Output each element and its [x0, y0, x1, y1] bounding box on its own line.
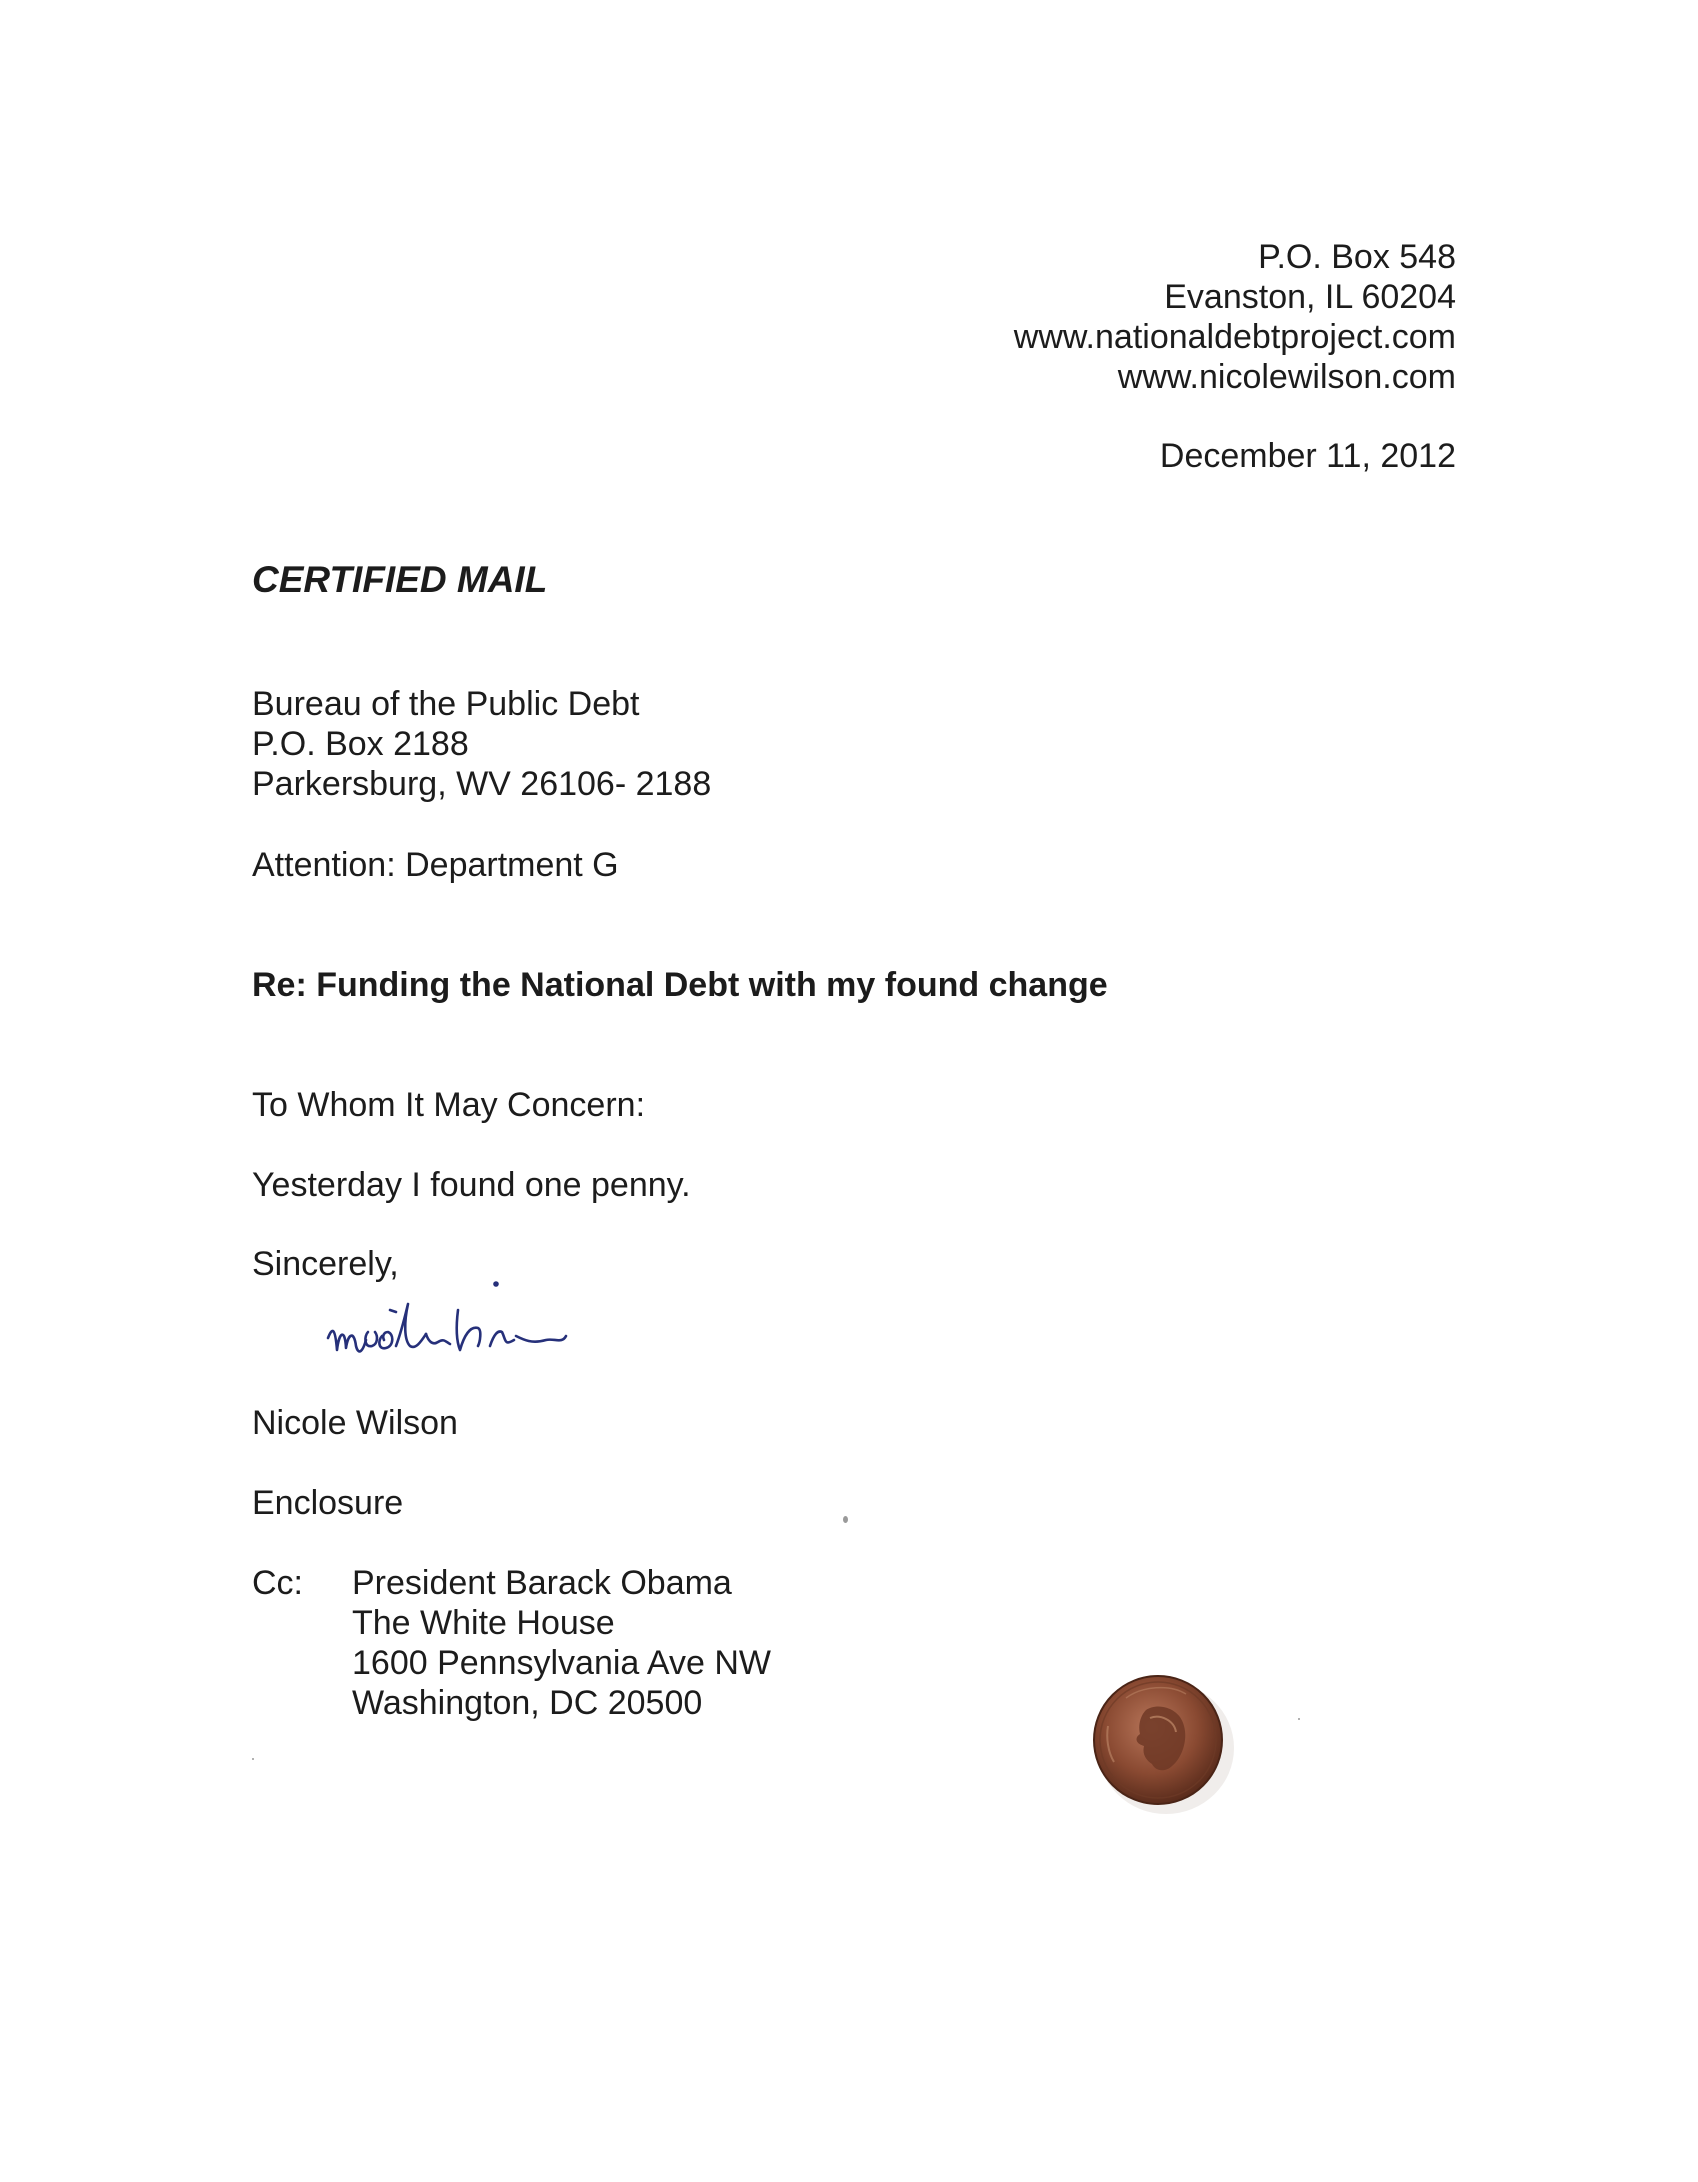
certified-mail-heading: CERTIFIED MAIL [252, 559, 548, 600]
cc-line: The White House [352, 1604, 615, 1642]
letter-body: Yesterday I found one penny. [252, 1166, 691, 1204]
cc-line: Washington, DC 20500 [352, 1684, 703, 1722]
return-address-line: Evanston, IL 60204 [1164, 278, 1456, 316]
recipient-address [252, 684, 711, 804]
cc-address [352, 1563, 771, 1723]
closing: Sincerely, [252, 1245, 399, 1283]
cc-label: Cc: [252, 1564, 303, 1602]
recipient-line: Parkersburg, WV 26106- 2188 [252, 765, 712, 803]
return-address [1014, 237, 1456, 397]
subject-line: Re: Funding the National Debt with my found change [252, 966, 1108, 1004]
scan-speck [252, 1758, 254, 1760]
salutation: To Whom It May Concern: [252, 1086, 646, 1124]
letter-date: December 11, 2012 [1159, 437, 1456, 475]
cc-line: 1600 Pennsylvania Ave NW [352, 1644, 771, 1682]
handwritten-signature [318, 1270, 668, 1385]
enclosure-note: Enclosure [252, 1484, 404, 1522]
scan-speck [843, 1516, 848, 1523]
return-address-line: www.nicolewilson.com [1117, 358, 1456, 396]
penny-coin-image [1086, 1668, 1236, 1818]
attention-line: Attention: Department G [252, 846, 619, 884]
scan-speck [1298, 1718, 1300, 1720]
recipient-line: Bureau of the Public Debt [252, 685, 640, 723]
sender-name: Nicole Wilson [252, 1404, 458, 1442]
return-address-line: P.O. Box 548 [1258, 238, 1456, 276]
recipient-line: P.O. Box 2188 [252, 725, 469, 763]
cc-line: President Barack Obama [352, 1564, 732, 1602]
return-address-line: www.nationaldebtproject.com [1013, 318, 1456, 356]
